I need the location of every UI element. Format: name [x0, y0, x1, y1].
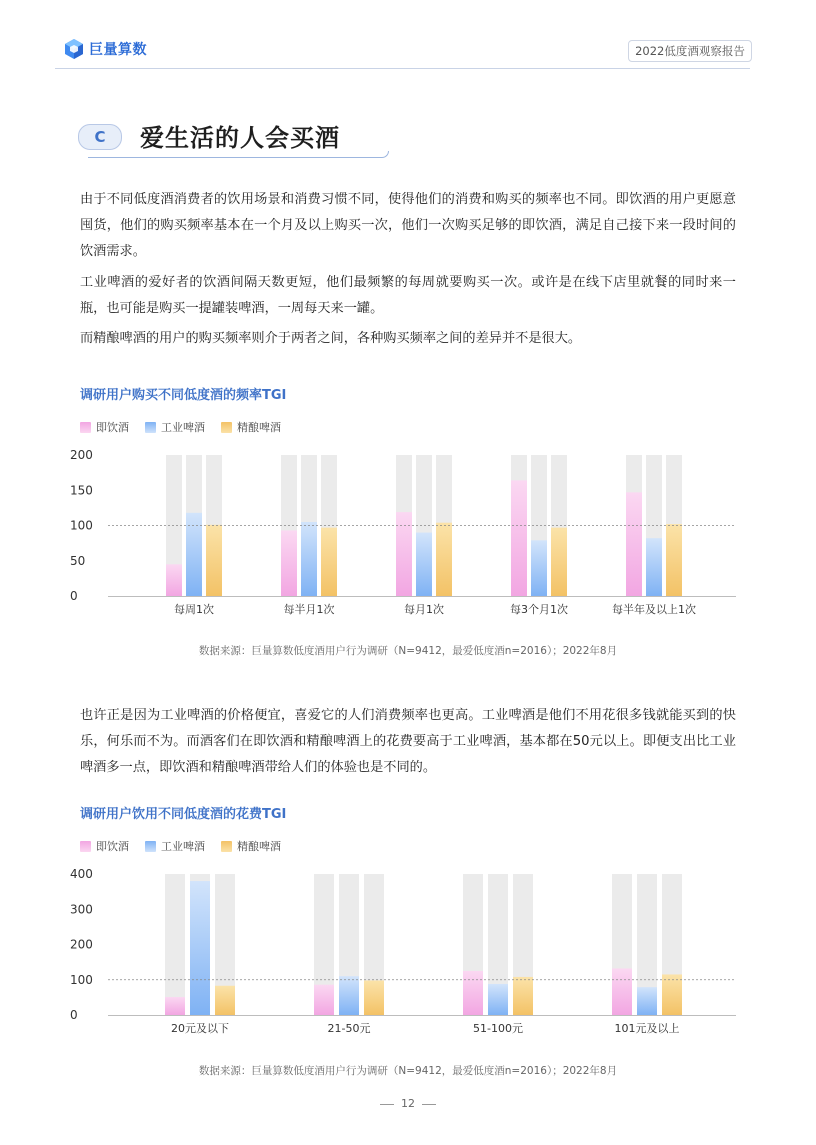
y-tick-label: 200	[70, 448, 93, 462]
y-tick-label: 200	[70, 937, 93, 952]
bar-yellow	[321, 528, 337, 596]
bar-yellow	[662, 974, 682, 1015]
report-title-tag: 2022低度酒观察报告	[628, 40, 752, 62]
legend-label: 工业啤酒	[161, 840, 205, 853]
chart-1-title: 调研用户购买不同低度酒的频率TGI	[80, 388, 287, 403]
legend-item-industrial-beer	[145, 838, 205, 854]
y-tick-label: 100	[70, 972, 93, 987]
y-tick-label: 150	[70, 483, 93, 498]
cube-logo-icon	[64, 38, 84, 60]
bar-pink	[396, 512, 412, 596]
bar-blue	[637, 987, 657, 1015]
bar-blue	[531, 540, 547, 596]
page-number-value: 12	[401, 1097, 415, 1110]
legend-item-craft-beer	[221, 838, 281, 854]
bar-track	[165, 874, 185, 1015]
x-tick-label: 每月1次	[404, 603, 444, 616]
legend-label: 工业啤酒	[161, 421, 205, 434]
bar-yellow	[551, 528, 567, 596]
x-tick-label: 21-50元	[327, 1022, 371, 1035]
legend-label: 精酿啤酒	[237, 421, 281, 434]
bar-yellow	[364, 980, 384, 1015]
bar-pink	[281, 530, 297, 596]
bar-yellow	[206, 525, 222, 596]
paragraph-1: 由于不同低度酒消费者的饮用场景和消费习惯不同，使得他们的消费和购买的频率也不同。即饮酒的用户更愿意囤货，他们的购买频率基本在一个月及以上购买一次，他们一次购买足够的即饮酒，满足自己接下来一段时间的饮酒需求。	[80, 192, 736, 259]
legend-label: 即饮酒	[96, 840, 129, 853]
x-tick-label: 每半年及以上1次	[612, 603, 696, 616]
y-tick-label: 100	[70, 518, 93, 533]
legend-swatch-pink	[80, 422, 91, 433]
section-letter-badge: C	[78, 124, 122, 150]
legend-swatch-blue	[145, 841, 156, 852]
legend-swatch-pink	[80, 841, 91, 852]
bar-pink	[166, 564, 182, 596]
x-tick-label: 51-100元	[473, 1022, 523, 1035]
page-number-dash	[422, 1104, 436, 1105]
y-tick-label: 400	[70, 867, 93, 881]
y-tick-label: 50	[70, 553, 86, 568]
legend-item-craft-beer	[221, 419, 281, 435]
y-tick-label: 300	[70, 902, 93, 917]
x-tick-label: 20元及以下	[171, 1022, 229, 1035]
bar-blue	[301, 522, 317, 596]
page-header	[0, 0, 816, 72]
bar-yellow	[513, 977, 533, 1015]
y-tick-label: 0	[70, 589, 78, 603]
bar-pink	[463, 971, 483, 1015]
paragraph-2: 工业啤酒的爱好者的饮酒间隔天数更短，他们最频繁的每周就要购买一次。或许是在线下店里就餐的同时来一瓶，也可能是购买一提罐装啤酒，一周每天来一罐。	[80, 275, 736, 316]
page-number-dash	[380, 1104, 394, 1105]
legend-item-industrial-beer	[145, 419, 205, 435]
bar-pink	[612, 968, 632, 1015]
bar-blue	[416, 533, 432, 596]
legend-item-rtd	[80, 419, 129, 435]
chart-1-plot	[70, 443, 750, 623]
legend-label: 精酿啤酒	[237, 840, 281, 853]
chart-1-legend	[80, 419, 297, 435]
paragraph-4: 也许正是因为工业啤酒的价格便宜，喜爱它的人们消费频率也更高。工业啤酒是他们不用花很多钱就能买到的快乐，何乐而不为。而酒客们在即饮酒和精酿啤酒上的花费要高于工业啤酒，基本都在50元以上。即便支出比工业啤酒多一点，即饮酒和精酿啤酒带给人们的体验也是不同的。	[80, 708, 736, 775]
bar-pink	[626, 492, 642, 596]
section-title: 爱生活的人会买酒	[140, 124, 340, 152]
chart-1-source: 数据来源：巨量算数低度酒用户行为调研（N=9412，最爱低度酒n=2016）；2022年8月	[198, 645, 618, 657]
chart-2-legend	[80, 838, 297, 854]
header-divider	[55, 68, 750, 69]
bar-blue	[488, 984, 508, 1015]
bar-blue	[190, 881, 210, 1015]
bar-blue	[646, 538, 662, 596]
section-heading	[78, 118, 390, 156]
bar-yellow	[666, 524, 682, 596]
chart-2-title: 调研用户饮用不同低度酒的花费TGI	[80, 807, 287, 822]
brand-name: 巨量算数	[89, 42, 147, 58]
x-tick-label: 每半月1次	[283, 603, 335, 616]
chart-2-plot	[70, 862, 750, 1042]
bar-yellow	[436, 523, 452, 596]
paragraph-3: 而精酿啤酒的用户的购买频率则介于两者之间，各种购买频率之间的差异并不是很大。	[80, 331, 582, 346]
chart-2-source: 数据来源：巨量算数低度酒用户行为调研（N=9412，最爱低度酒n=2016）；2022年8月	[198, 1065, 618, 1077]
legend-swatch-yellow	[221, 422, 232, 433]
legend-item-rtd	[80, 838, 129, 854]
y-tick-label: 0	[70, 1008, 78, 1022]
page-number	[0, 1097, 816, 1110]
bar-pink	[314, 985, 334, 1015]
legend-swatch-blue	[145, 422, 156, 433]
bar-yellow	[215, 986, 235, 1015]
bar-pink	[165, 997, 185, 1015]
x-tick-label: 每周1次	[174, 603, 214, 616]
x-tick-label: 每3个月1次	[510, 603, 568, 616]
bar-pink	[511, 480, 527, 596]
x-tick-label: 101元及以上	[614, 1022, 680, 1035]
bar-blue	[339, 976, 359, 1015]
brand-logo	[64, 38, 147, 60]
legend-swatch-yellow	[221, 841, 232, 852]
legend-label: 即饮酒	[96, 421, 129, 434]
